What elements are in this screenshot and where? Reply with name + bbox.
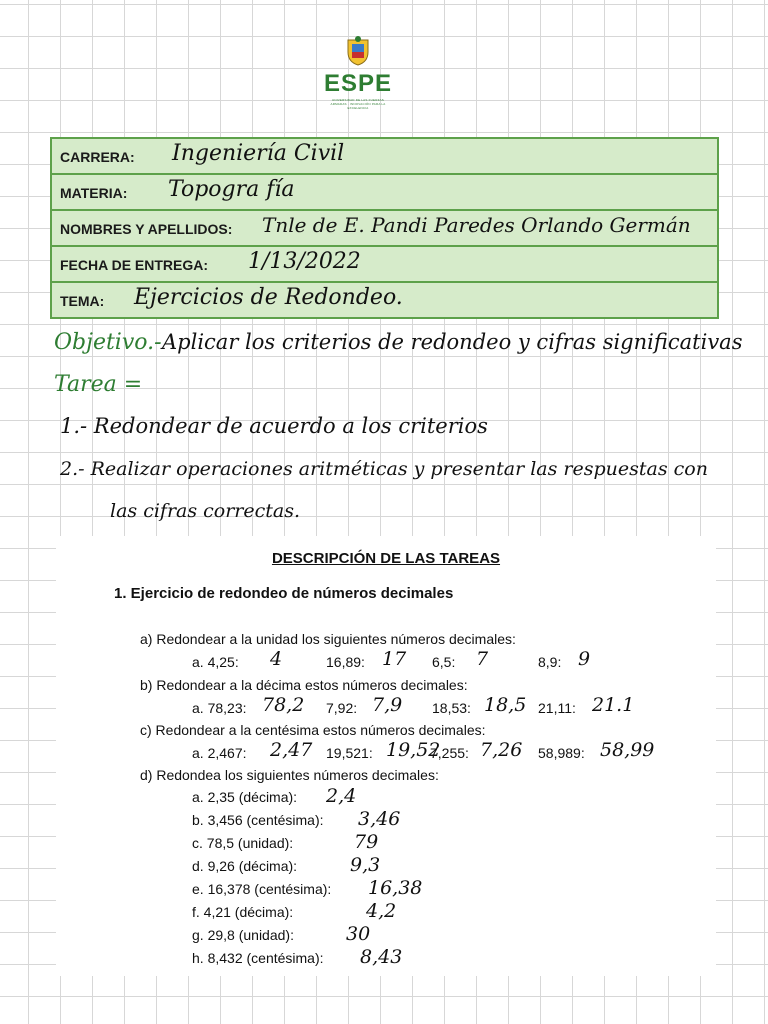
subheading-d: d) Redondea los siguientes números decimales: [140,767,439,783]
answer-d-5: 16,38 [368,877,423,899]
label-nombres: NOMBRES Y APELLIDOS: [60,221,233,237]
item-d-2: b. 3,456 (centésima): [192,812,324,828]
row-carrera [52,139,717,175]
item-a-4: 8,9: [538,654,562,670]
description-title: DESCRIPCIÓN DE LAS TAREAS [271,550,501,567]
logo-wordmark: ESPE [323,70,393,97]
item-c-1: a. 2,467: [192,745,247,761]
answer-b-4: 21.1 [592,694,635,716]
item-d-1: a. 2,35 (décima): [192,789,298,805]
item-d-5: e. 16,378 (centésima): [192,881,332,897]
value-materia: Topogra fía [168,177,295,202]
item-d-3: c. 78,5 (unidad): [192,835,294,851]
subheading-b: b) Redondear a la décima estos números decimales: [140,677,468,693]
header-table [50,137,719,319]
item-a-3: 6,5: [432,654,456,670]
value-fecha: 1/13/2022 [248,249,361,274]
label-carrera: CARRERA: [60,149,135,165]
answer-d-4: 9,3 [350,854,381,876]
item-b-3: 18,53: [432,700,471,716]
logo-tagline: UNIVERSIDAD DE LAS FUERZAS ARMADAS · INNOVACIÓN PARA LA EXCELENCIA [330,98,386,110]
answer-b-2: 7,9 [372,694,403,716]
item-c-3: 7,255: [430,745,469,761]
row-fecha [52,247,717,283]
answer-a-2: 17 [382,648,407,670]
item-a-2: 16,89: [326,654,365,670]
task-label: Tarea = [54,372,143,397]
value-carrera: Ingeniería Civil [172,141,345,166]
task-1: 1.- Redondear de acuerdo a los criterios [60,414,488,438]
label-materia: MATERIA: [60,185,128,201]
objective-text: Aplicar los criterios de redondeo y cifras significativas [162,330,743,354]
answer-d-3: 79 [354,831,379,853]
value-tema: Ejercicios de Redondeo. [134,285,403,310]
answer-c-2: 19,52 [386,739,441,761]
answer-a-3: 7 [476,648,489,670]
answer-b-1: 78,2 [262,694,305,716]
item-b-2: 7,92: [326,700,358,716]
item-d-7: g. 29,8 (unidad): [192,927,294,943]
task-2-continued: las cifras correctas. [110,500,301,522]
task-2: 2.- Realizar operaciones aritméticas y presentar las respuestas con [60,458,708,480]
item-d-4: d. 9,26 (décima): [192,858,298,874]
answer-d-6: 4,2 [366,900,397,922]
subheading-a: a) Redondear a la unidad los siguientes números decimales: [140,631,516,647]
task-description [56,536,716,976]
answer-c-4: 58,99 [600,739,655,761]
row-nombres [52,211,717,247]
answer-c-3: 7,26 [480,739,523,761]
item-a-1: a. 4,25: [192,654,239,670]
subheading-c: c) Redondear a la centésima estos números decimales: [140,722,486,738]
item-d-8: h. 8,432 (centésima): [192,950,324,966]
item-c-2: 19,521: [326,745,373,761]
row-tema [52,283,717,317]
crest-icon [342,36,374,66]
item-c-4: 58,989: [538,745,585,761]
objective-label: Objetivo.- [54,330,162,355]
item-d-6: f. 4,21 (décima): [192,904,294,920]
answer-a-4: 9 [578,648,591,670]
answer-a-1: 4 [270,648,283,670]
answer-d-2: 3,46 [358,808,401,830]
item-b-1: a. 78,23: [192,700,247,716]
answer-b-3: 18,5 [484,694,527,716]
item-b-4: 21,11: [538,700,576,716]
label-fecha: FECHA DE ENTREGA: [60,257,209,273]
value-nombres: Tnle de E. Pandi Paredes Orlando Germán [262,213,691,237]
answer-d-7: 30 [346,923,371,945]
section-heading: 1. Ejercicio de redondeo de números decimales [114,585,454,602]
answer-c-1: 2,47 [270,739,313,761]
espe-logo [320,36,396,110]
row-materia [52,175,717,211]
label-tema: TEMA: [60,293,105,309]
answer-d-1: 2,4 [326,785,357,807]
answer-d-8: 8,43 [360,946,403,968]
